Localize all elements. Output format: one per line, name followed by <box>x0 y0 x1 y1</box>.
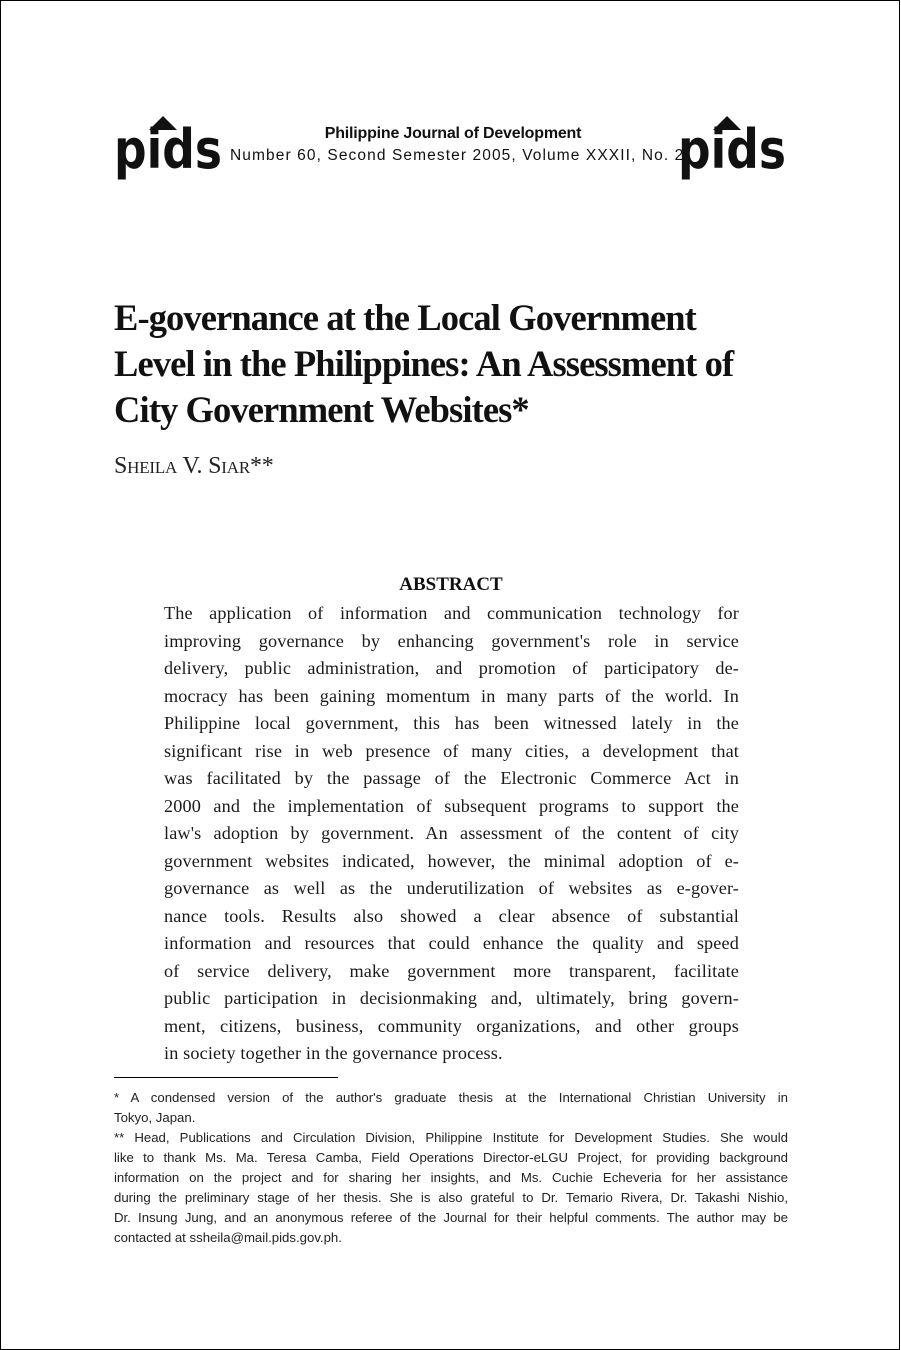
pids-logo-icon <box>113 115 223 181</box>
abstract-line: nance tools. Results also showed a clear absence of substantial <box>164 905 739 926</box>
abstract-line: improving governance by enhancing government's role in service <box>164 630 739 651</box>
abstract-line: The application of information and communication technology for <box>164 603 739 623</box>
abstract-line: mocracy has been gaining momentum in many parts of the world. In <box>164 685 739 706</box>
footnote-1-line: * A condensed version of the author's graduate thesis at the International Christian University in <box>114 1090 788 1105</box>
abstract-line: governance as well as the underutilization of websites as e-gover- <box>164 878 739 898</box>
pids-logo-left <box>113 115 223 181</box>
abstract-line: ment, citizens, business, community organizations, and other groups <box>164 1015 739 1036</box>
footnote-2-line: like to thank Ms. Ma. Teresa Camba, Field Operations Director-eLGU Project, for providing background <box>114 1150 788 1165</box>
svg-text:pids: pids <box>114 118 222 181</box>
journal-header <box>230 123 685 167</box>
title-line: E-governance at the Local Government <box>114 297 696 338</box>
abstract-line: public participation in decisionmaking and, ultimately, bring govern- <box>164 988 739 1008</box>
footnotes <box>114 1088 788 1248</box>
abstract-heading: ABSTRACT <box>399 574 503 595</box>
title-line: City Government Websites* <box>114 389 529 430</box>
abstract-line: in society together in the governance process. <box>164 1043 503 1063</box>
abstract-line: delivery, public administration, and promotion of participatory de- <box>164 658 739 678</box>
abstract-line: of service delivery, make government more transparent, facilitate <box>164 960 739 981</box>
abstract-line: was facilitated by the passage of the Electronic Commerce Act in <box>164 768 739 788</box>
abstract-line: government websites indicated, however, the minimal adoption of e- <box>164 850 739 871</box>
abstract-line: 2000 and the implementation of subsequent programs to support the <box>164 795 739 816</box>
footnote-rule <box>114 1077 338 1078</box>
issue-info: Number 60, Second Semester 2005, Volume XXXII, No. 2 <box>230 147 685 164</box>
pids-logo-icon <box>677 115 787 181</box>
footnote-2-line: during the preliminary stage of her thesis. She is also grateful to Dr. Temario Rivera, Dr. Takashi Nishio, <box>114 1190 788 1205</box>
footnote-2-line: information on the project and for sharing her insights, and Ms. Cuchie Echeveria for her assistance <box>114 1170 788 1185</box>
author-name: Sheila V. Siar** <box>114 453 274 479</box>
footnote-2-line: ** Head, Publications and Circulation Division, Philippine Institute for Development Studies. She would <box>114 1130 788 1145</box>
footnote-2-line: Dr. Insung Jung, and an anonymous referee of the Journal for their helpful comments. The author may be <box>114 1210 788 1225</box>
abstract-body <box>164 600 739 1068</box>
abstract-line: significant rise in web presence of many cities, a development that <box>164 740 739 761</box>
footnote-1-line: Tokyo, Japan. <box>114 1110 196 1125</box>
journal-name: Philippine Journal of Development <box>324 125 582 142</box>
abstract-line: information and resources that could enhance the quality and speed <box>164 933 739 953</box>
article-title <box>114 295 814 433</box>
pids-logo-right <box>677 115 787 181</box>
abstract-line: Philippine local government, this has been witnessed lately in the <box>164 713 739 733</box>
title-line: Level in the Philippines: An Assessment of <box>114 343 734 384</box>
footnote-2-line: contacted at ssheila@mail.pids.gov.ph. <box>114 1230 342 1245</box>
abstract-line: law's adoption by government. An assessment of the content of city <box>164 823 739 843</box>
svg-text:pids: pids <box>678 118 786 181</box>
